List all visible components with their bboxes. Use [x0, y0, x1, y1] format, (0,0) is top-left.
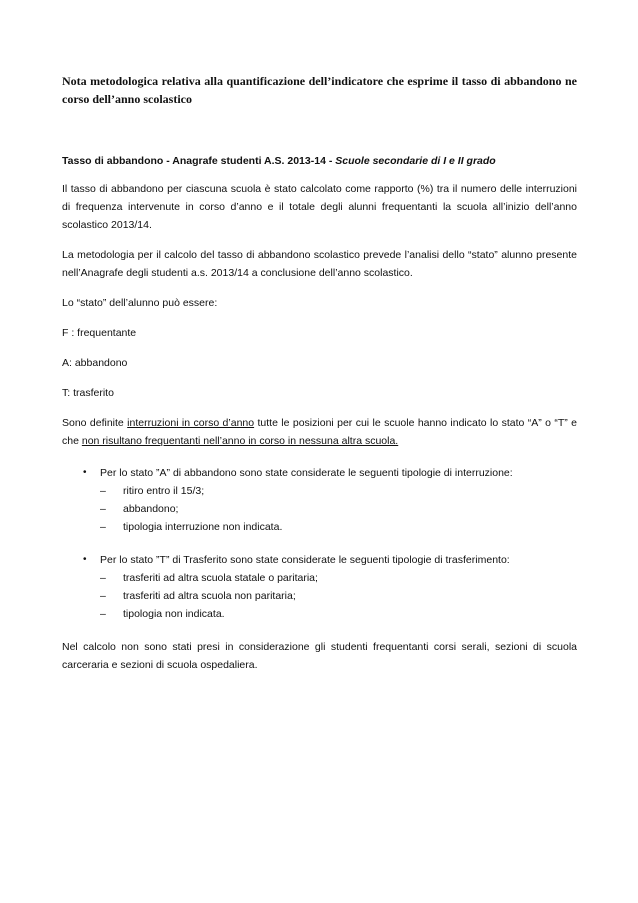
- paragraph-definition: Il tasso di abbandono per ciascuna scuola è stato calcolato come rapporto (%) tra il numero delle interruzioni di frequenza intervenute in corso d’anno e il totale degli alunni frequentanti la scuola all’inizio dell’anno scolastico 2013/14.: [62, 183, 577, 231]
- sub-list: [100, 569, 577, 623]
- interruptions-text-a: Sono definite: [62, 417, 128, 429]
- interruptions-underlined-condition: non risultano frequentanti nell’anno in corso in nessuna altra scuola.: [81, 435, 399, 447]
- paragraph-exclusions: Nel calcolo non sono stati presi in considerazione gli studenti frequentanti corsi serali, sezioni di scuola carceraria e sezioni di scuola ospedaliera.: [62, 641, 577, 671]
- bullet-item-trasferito: [62, 551, 577, 623]
- paragraph-methodology: La metodologia per il calcolo del tasso di abbandono scolastico prevede l’analisi dello “stato” alunno presente nell’Anagrafe degli studenti a.s. 2013/14 a conclusione dell’anno scolastico.: [62, 249, 577, 279]
- interruptions-underlined-term: interruzioni in corso d’anno: [127, 417, 255, 429]
- sub-list-item: [100, 482, 577, 500]
- bullet-icon: •: [83, 554, 87, 565]
- dash-icon: –: [100, 485, 106, 497]
- sub-list-item: [100, 518, 577, 536]
- bullet-text: Per lo stato ”T” di Trasferito sono state considerate le seguenti tipologie di trasferimento:: [100, 554, 510, 566]
- sub-list-item: [100, 569, 577, 587]
- subtitle-main: Tasso di abbandono - Anagrafe studenti A.S. 2013-14 -: [62, 155, 336, 167]
- section-subtitle: [62, 153, 577, 169]
- dash-icon: –: [100, 572, 106, 584]
- dash-icon: –: [100, 521, 106, 533]
- sub-list-item: [100, 605, 577, 623]
- sub-item-text: abbandono;: [123, 503, 179, 515]
- sub-list-item: [100, 587, 577, 605]
- sub-list: [100, 482, 577, 536]
- bullet-item-abbandono: [62, 464, 577, 536]
- bullet-text: Per lo stato ”A” di abbandono sono state considerate le seguenti tipologie di interruzione:: [100, 467, 513, 479]
- status-trasferito: T: trasferito: [62, 387, 114, 399]
- document-title: Nota metodologica relativa alla quantificazione dell’indicatore che esprime il tasso di abbandono ne corso dell’anno scolastico: [62, 74, 577, 106]
- sub-item-text: tipologia non indicata.: [123, 608, 225, 620]
- paragraph-status-intro: Lo “stato” dell’alunno può essere:: [62, 297, 218, 309]
- sub-item-text: tipologia interruzione non indicata.: [123, 521, 283, 533]
- dash-icon: –: [100, 590, 106, 602]
- document-page: [62, 72, 577, 674]
- status-abbandono: A: abbandono: [62, 357, 128, 369]
- bullet-list: [62, 464, 577, 623]
- status-frequentante: F : frequentante: [62, 327, 137, 339]
- paragraph-interruptions: [62, 414, 577, 450]
- sub-item-text: trasferiti ad altra scuola statale o paritaria;: [123, 572, 318, 584]
- dash-icon: –: [100, 503, 106, 515]
- sub-list-item: [100, 500, 577, 518]
- dash-icon: –: [100, 608, 106, 620]
- bullet-icon: •: [83, 467, 87, 478]
- interruptions-text-c: tutte le posizioni per cui le scuole hanno indicato lo stato “A” o “T” e che: [62, 417, 577, 447]
- sub-item-text: ritiro entro il 15/3;: [123, 485, 205, 497]
- sub-item-text: trasferiti ad altra scuola non paritaria;: [123, 590, 296, 602]
- subtitle-italic: Scuole secondarie di I e II grado: [335, 155, 496, 167]
